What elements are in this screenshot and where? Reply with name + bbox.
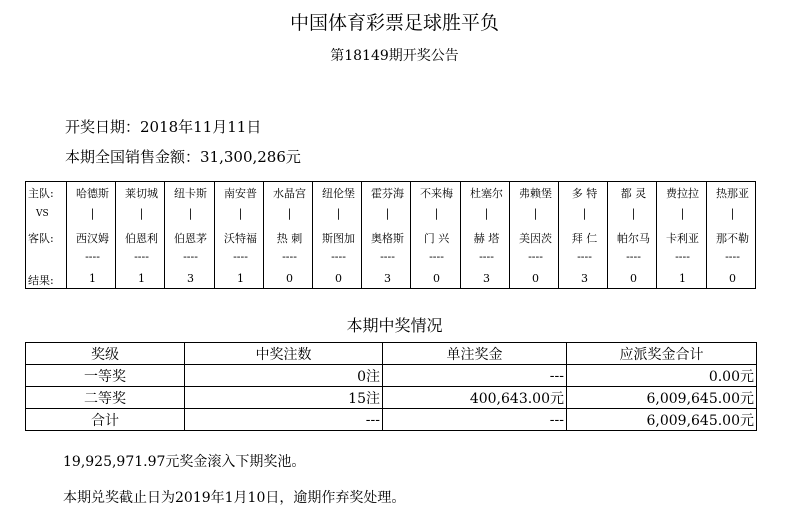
grid-column-line [263,182,264,288]
vs-separator: | [139,207,144,220]
prize-level: 合计 [26,409,185,431]
total-prize: 6,009,645.00元 [567,387,757,409]
prize-table [25,342,757,431]
home-team: 杜塞尔 [470,187,503,200]
match-result: 1 [138,272,145,285]
match-result: 0 [729,272,736,285]
sales-amount: 本期全国销售金额：31,300,286元 [65,148,301,166]
match-grid [25,181,756,289]
grid-column-line [607,182,608,288]
prize-section-title: 本期中奖情况 [346,316,443,335]
issue-subtitle: 第18149期开奖公告 [330,48,459,64]
row-divider: ---- [183,250,198,263]
vs-separator: | [434,207,439,220]
page-title: 中国体育彩票足球胜平负 [289,12,499,34]
away-team: 伯恩茅 [174,232,207,245]
away-team: 热 刺 [276,232,303,245]
winner-count: 0注 [185,365,383,387]
vs-separator: | [730,207,735,220]
away-team: 门 兴 [423,232,450,245]
match-result: 1 [89,272,96,285]
prize-table-header [26,343,757,365]
home-team: 水晶宫 [273,187,306,200]
col-header-count: 中奖注数 [185,343,383,365]
row-divider: ---- [725,250,740,263]
table-row [26,409,757,431]
grid-column-line [214,182,215,288]
vs-separator: | [484,207,489,220]
row-divider: ---- [626,250,641,263]
match-result: 0 [532,272,539,285]
home-team: 南安普 [224,187,257,200]
row-divider: ---- [577,250,592,263]
draw-date: 开奖日期：2018年11月11日 [65,118,262,136]
winner-count: --- [185,409,383,431]
vs-separator: | [336,207,341,220]
unit-prize: --- [383,409,567,431]
away-team: 美因茨 [519,232,552,245]
grid-column-line [115,182,116,288]
home-team: 莱切城 [125,187,158,200]
away-team: 斯图加 [322,232,355,245]
col-header-unit: 单注奖金 [383,343,567,365]
match-result: 0 [286,272,293,285]
vs-separator: | [582,207,587,220]
row-divider: ---- [429,250,444,263]
home-team: 纽伦堡 [322,187,355,200]
home-team: 不来梅 [420,187,453,200]
home-team: 都 灵 [620,187,647,200]
col-header-total: 应派奖金合计 [567,343,757,365]
grid-column-line [509,182,510,288]
winner-count: 15注 [185,387,383,409]
match-result: 1 [237,272,244,285]
table-row [26,387,757,409]
prize-level: 一等奖 [26,365,185,387]
rollover-note: 19,925,971.97元奖金滚入下期奖池。 [63,454,306,470]
grid-column-line [164,182,165,288]
match-result: 0 [335,272,342,285]
vs-separator: | [533,207,538,220]
match-result: 3 [483,272,490,285]
grid-column-line [656,182,657,288]
away-team: 拜 仁 [571,232,598,245]
col-header-level: 奖级 [26,343,185,365]
grid-column-line [558,182,559,288]
row-divider: ---- [528,250,543,263]
away-team: 奥格斯 [371,232,404,245]
home-team: 纽卡斯 [174,187,207,200]
home-row-label: 主队: [28,187,54,200]
away-team: 帕尔马 [617,232,650,245]
grid-column-line [460,182,461,288]
vs-separator: | [188,207,193,220]
grid-column-line [312,182,313,288]
home-team: 热那亚 [716,187,749,200]
result-row-label: 结果: [28,274,54,287]
row-divider: ---- [134,250,149,263]
home-team: 弗赖堡 [519,187,552,200]
row-divider: ---- [233,250,248,263]
redemption-deadline: 本期兑奖截止日为2019年1月10日，逾期作弃奖处理。 [63,490,406,506]
away-team: 卡利亚 [666,232,699,245]
home-team: 多 特 [571,187,598,200]
home-team: 费拉拉 [666,187,699,200]
row-divider: ---- [331,250,346,263]
vs-separator: | [680,207,685,220]
match-result: 3 [187,272,194,285]
away-team: 沃特福 [224,232,257,245]
grid-column-line [706,182,707,288]
prize-level: 二等奖 [26,387,185,409]
total-prize: 6,009,645.00元 [567,409,757,431]
row-divider: ---- [479,250,494,263]
match-result: 3 [581,272,588,285]
away-team: 赫 塔 [473,232,500,245]
unit-prize: 400,643.00元 [383,387,567,409]
away-row-label: 客队: [28,232,54,245]
vs-separator: | [90,207,95,220]
total-prize: 0.00元 [567,365,757,387]
home-team: 哈德斯 [76,187,109,200]
match-result: 1 [679,272,686,285]
unit-prize: --- [383,365,567,387]
table-row [26,365,757,387]
vs-separator: | [631,207,636,220]
away-team: 那不勒 [716,232,749,245]
home-team: 霍芬海 [371,187,404,200]
match-result: 0 [630,272,637,285]
vs-separator: | [238,207,243,220]
vs-separator: | [385,207,390,220]
match-result: 3 [384,272,391,285]
away-team: 西汉姆 [76,232,109,245]
grid-column-line [410,182,411,288]
row-divider: ---- [282,250,297,263]
match-result: 0 [433,272,440,285]
away-team: 伯恩利 [125,232,158,245]
row-divider: ---- [380,250,395,263]
vs-label: VS [36,209,49,219]
grid-column-line [66,182,67,288]
row-divider: ---- [675,250,690,263]
vs-separator: | [287,207,292,220]
row-divider: ---- [85,250,100,263]
grid-column-line [361,182,362,288]
